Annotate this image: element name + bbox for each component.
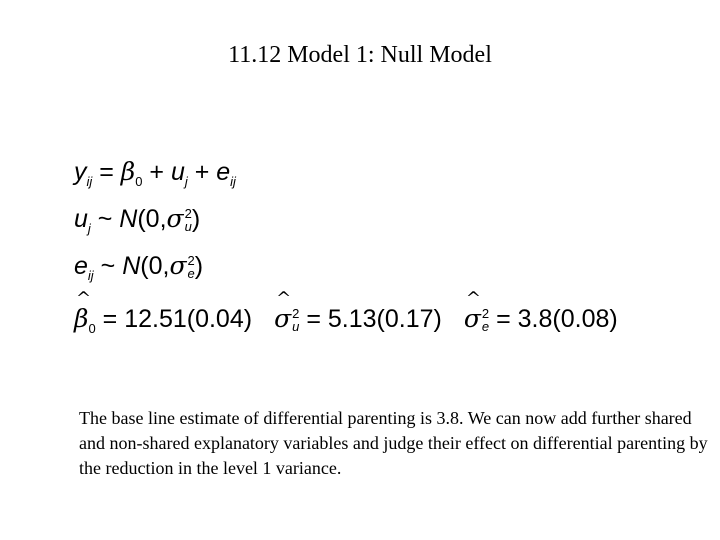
equation-level-model: $y_{ij} = \beta_0 + u_j + e_{ij}$: [74, 157, 236, 189]
equation-estimates: ^ $\beta_0$ = 12.51(0.04)^ σ 2 u = 5.13(0.17)^ σ 2 e = 3.8(0.08): [74, 295, 618, 342]
beta0-estimate: 12.51(0.04): [124, 305, 253, 333]
equation-e-distribution: $e_{ij}$ ~ N(0,σ 2 e ): [74, 251, 204, 283]
sigma-e2-estimate: 3.8(0.08): [517, 305, 618, 333]
body-paragraph: The base line estimate of differential parenting is 3.8. We can now add further shared and non-shared explanatory variables and judge their effect on differential parenting by the reduction in the level 1 variance.: [79, 408, 708, 478]
sigma-u2-estimate: 5.13(0.17): [327, 305, 442, 333]
model-equations: [74, 148, 618, 342]
slide-title: 11.12 Model 1: Null Model: [228, 42, 492, 68]
equation-u-distribution: $u_j$ ~ N(0,σ 2 u ): [74, 204, 201, 236]
